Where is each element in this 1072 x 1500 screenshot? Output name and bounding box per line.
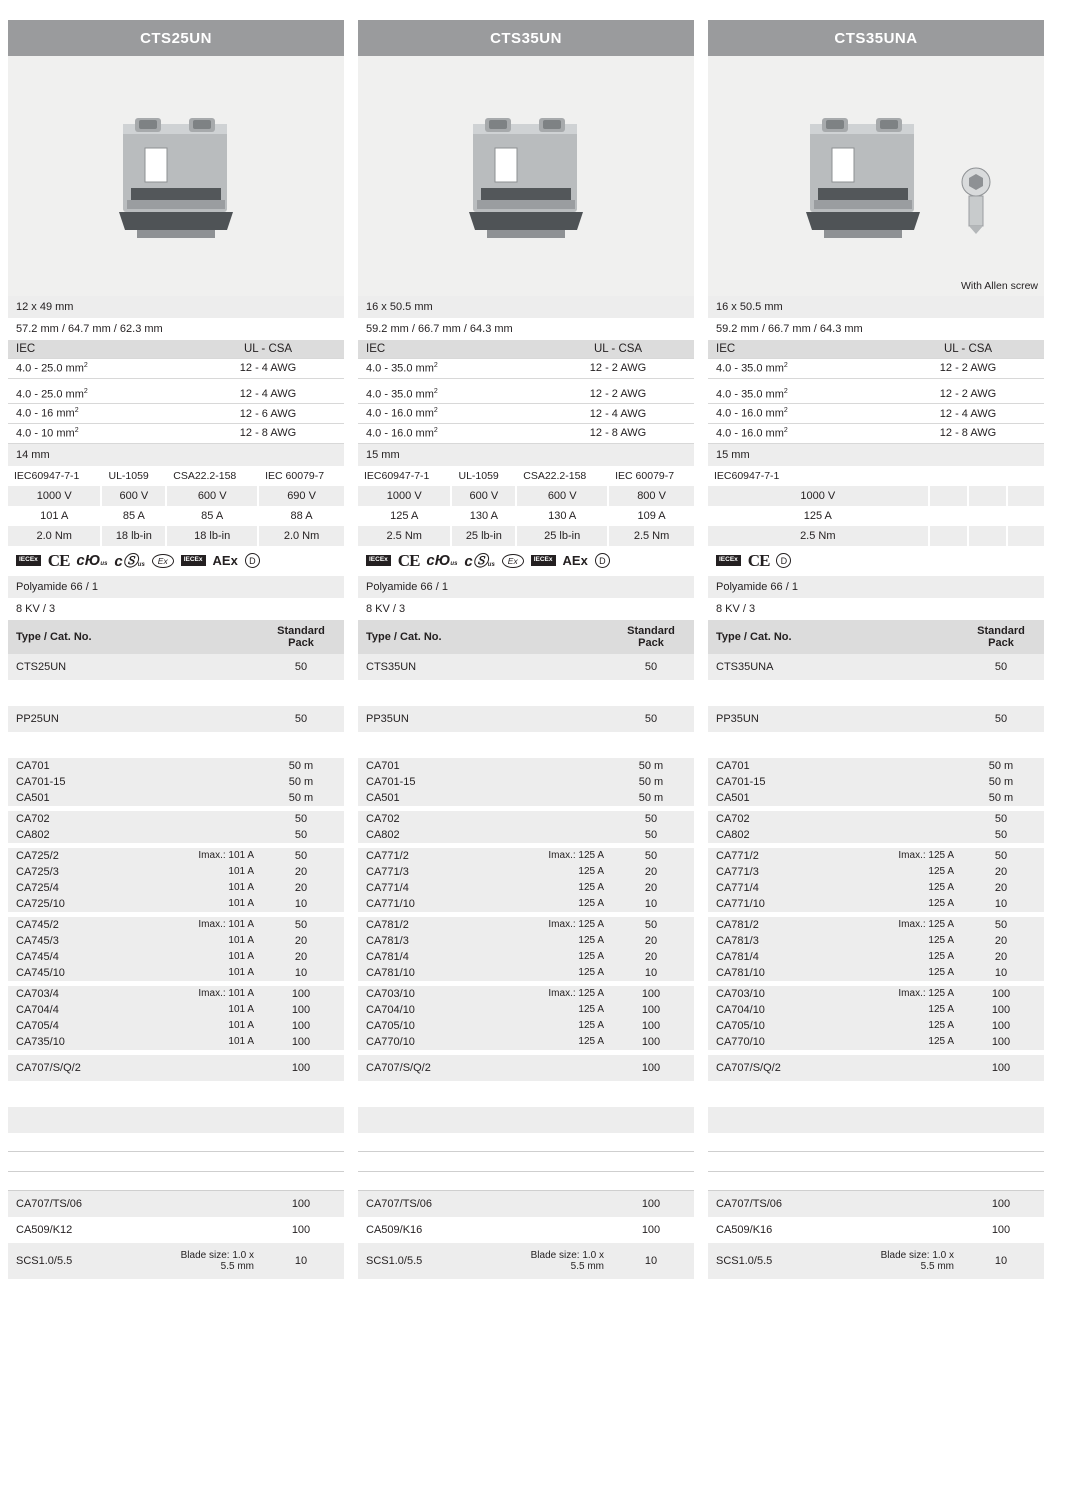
wire-header-iec: IEC xyxy=(358,340,542,359)
voltage-3: 690 V xyxy=(258,486,344,506)
cat-no: PP35UN xyxy=(708,706,862,732)
wire-iec-1: 4.0 - 35.0 $mm^2$ xyxy=(358,385,542,404)
torque-0: 2.5 Nm xyxy=(358,526,451,546)
cat-no: CA509/K16 xyxy=(708,1217,862,1243)
wire-iec-2: 4.0 - 16.0 $mm^2$ xyxy=(708,404,892,424)
blade-note: Blade size: 1.0 x 5.5 mm xyxy=(162,1243,258,1279)
material: Polyamide 66 / 1 xyxy=(8,576,344,598)
cat-no: CA707/TS/06 xyxy=(708,1191,862,1218)
torque-2: 18 lb-in xyxy=(166,526,258,546)
cat-no: CTS35UN xyxy=(358,654,512,680)
cat-no: CA509/K12 xyxy=(8,1217,162,1243)
torque-0: 2.5 Nm xyxy=(708,526,929,546)
wire-ul-1: 12 - 2 AWG xyxy=(542,385,694,404)
cat-header-pack: Standard Pack xyxy=(958,620,1044,654)
ex-icon: Ex xyxy=(152,554,174,568)
cat-no: PP35UN xyxy=(358,706,512,732)
cat-no: CA745/2 xyxy=(8,917,162,933)
catalog-table: Type / Cat. No. Standard Pack CTS35UN 50 PP35UN 50 CA701 50 m CA701-15 50 m CA501 50 m CA702 50 CA802 50 CA771/2 Imax.: 125 A 50 CA771/3 125 A 20 CA771/4 125 A 20 CA771/10 125 A 10 CA781/2 Imax.: 125 A 50 CA781/3 125 A 20 CA781/4 125 A 20 CA781/10 125 A 10 CA703/10 Imax.: 125 A 100 CA704/10 125 A 100 CA705/10 125 A 100 CA770/10 125 A 100 CA707/S/Q/2 100 CA707/TS/06 100 CA509/K16 100 SCS1.0/5.5 Blade size: 1.0 x 5.5 mm 10 xyxy=(358,620,694,1280)
d-icon: D xyxy=(245,553,260,568)
cat-no: CA707/S/Q/2 xyxy=(358,1055,512,1081)
torque-2: 25 lb-in xyxy=(516,526,608,546)
cat-no: CA781/10 xyxy=(358,965,512,981)
cat-header-type: Type / Cat. No. xyxy=(708,620,958,654)
terminal-block-icon xyxy=(451,96,601,256)
heights: 57.2 mm / 64.7 mm / 62.3 mm xyxy=(8,318,344,340)
column-title: CTS35UNA xyxy=(708,20,1044,56)
current-2: 130 A xyxy=(516,506,608,526)
standard-3 xyxy=(1007,466,1044,486)
dimensions: 16 x 50.5 mm xyxy=(358,296,694,318)
voltage-2: 600 V xyxy=(516,486,608,506)
wire-range-table xyxy=(708,340,1044,444)
cat-pack: 50 xyxy=(258,706,344,732)
current-0: 101 A xyxy=(8,506,101,526)
cat-no: CA701 xyxy=(8,758,162,774)
certification-row xyxy=(358,546,694,576)
cat-no: CA509/K16 xyxy=(358,1217,512,1243)
ex-icon: Ex xyxy=(502,554,524,568)
wire-iec-3: 4.0 - 16.0 $mm^2$ xyxy=(708,423,892,443)
torque-1: 18 lb-in xyxy=(101,526,166,546)
iecex2-badge-icon: IECEx xyxy=(531,555,556,566)
standard-3: IEC 60079-7 xyxy=(608,466,694,486)
ce-icon: CE xyxy=(397,550,420,570)
strip-length: 15 mm xyxy=(708,444,1044,466)
standard-2: CSA22.2-158 xyxy=(166,466,258,486)
catalog-table: Type / Cat. No. Standard Pack CTS35UNA 50 PP35UN 50 CA701 50 m CA701-15 50 m CA501 50 m CA702 50 CA802 50 CA771/2 Imax.: 125 A 50 CA771/3 125 A 20 CA771/4 125 A 20 CA771/10 125 A 10 CA781/2 Imax.: 125 A 50 CA781/3 125 A 20 CA781/4 125 A 20 CA781/10 125 A 10 CA703/10 Imax.: 125 A 100 CA704/10 125 A 100 CA705/10 125 A 100 CA770/10 125 A 100 CA707/S/Q/2 100 CA707/TS/06 100 CA509/K16 100 SCS1.0/5.5 Blade size: 1.0 x 5.5 mm 10 xyxy=(708,620,1044,1280)
certification-row xyxy=(708,546,1044,576)
torque-0: 2.0 Nm xyxy=(8,526,101,546)
certification-row xyxy=(8,546,344,576)
current-2 xyxy=(968,506,1007,526)
cat-no: CA704/10 xyxy=(708,1002,862,1018)
csa-icon: cⓈus xyxy=(464,553,495,571)
strip-length: 15 mm xyxy=(358,444,694,466)
cat-no: CA705/4 xyxy=(8,1018,162,1034)
voltage-1: 600 V xyxy=(451,486,516,506)
wire-ul-2: 12 - 4 AWG xyxy=(892,404,1044,424)
d-icon: D xyxy=(776,553,791,568)
product-column-cts35una xyxy=(708,20,1044,1279)
terminal-block-icon xyxy=(788,96,938,256)
cat-no: CA707/TS/06 xyxy=(358,1191,512,1218)
cat-no: CA781/2 xyxy=(708,917,862,933)
cat-no: CA771/4 xyxy=(708,880,862,896)
current-3: 88 A xyxy=(258,506,344,526)
voltage-0: 1000 V xyxy=(8,486,101,506)
cat-no: CA705/10 xyxy=(708,1018,862,1034)
product-column-cts25un xyxy=(8,20,344,1279)
cat-no: CA703/10 xyxy=(708,986,862,1002)
heights: 59.2 mm / 66.7 mm / 64.3 mm xyxy=(708,318,1044,340)
torque-1: 25 lb-in xyxy=(451,526,516,546)
wire-iec-1: 4.0 - 35.0 $mm^2$ xyxy=(708,385,892,404)
cat-no: CA707/S/Q/2 xyxy=(708,1055,862,1081)
cat-no: CA501 xyxy=(708,790,862,806)
wire-range-table xyxy=(358,340,694,444)
cat-no: CA735/10 xyxy=(8,1034,162,1050)
cat-no: SCS1.0/5.5 xyxy=(8,1243,162,1279)
iecex-badge-icon: IECEx xyxy=(16,555,41,566)
iecex-badge-icon: IECEx xyxy=(366,555,391,566)
cat-header-type: Type / Cat. No. xyxy=(358,620,608,654)
torque-3: 2.5 Nm xyxy=(608,526,694,546)
standard-0: IEC60947-7-1 xyxy=(708,466,929,486)
standard-3: IEC 60079-7 xyxy=(258,466,344,486)
cat-no: CA703/10 xyxy=(358,986,512,1002)
cat-no: SCS1.0/5.5 xyxy=(358,1243,512,1279)
wire-ul-3: 12 - 8 AWG xyxy=(542,423,694,443)
cat-no: CA781/3 xyxy=(358,933,512,949)
cat-header-pack: Standard Pack xyxy=(258,620,344,654)
current-2: 85 A xyxy=(166,506,258,526)
cat-no: CA707/TS/06 xyxy=(8,1191,162,1218)
standard-2 xyxy=(968,466,1007,486)
iecex-badge-icon: IECEx xyxy=(716,555,741,566)
blade-note: Blade size: 1.0 x 5.5 mm xyxy=(862,1243,958,1279)
standard-0: IEC60947-7-1 xyxy=(358,466,451,486)
cat-no: CA745/10 xyxy=(8,965,162,981)
column-title: CTS35UN xyxy=(358,20,694,56)
cat-no: CA707/S/Q/2 xyxy=(8,1055,162,1081)
product-image xyxy=(708,56,1044,296)
wire-ul-1: 12 - 2 AWG xyxy=(892,385,1044,404)
cat-no: CA771/2 xyxy=(358,848,512,864)
aex-icon: AEx xyxy=(212,553,238,569)
wire-header-ul: UL - CSA xyxy=(542,340,694,359)
wire-iec-1: 4.0 - 25.0 $mm^2$ xyxy=(8,385,192,404)
voltage-2: 600 V xyxy=(166,486,258,506)
cat-no: CA703/4 xyxy=(8,986,162,1002)
cat-no: CA702 xyxy=(708,811,862,827)
cat-no: CA725/4 xyxy=(8,880,162,896)
wire-header-ul: UL - CSA xyxy=(192,340,344,359)
ce-icon: CE xyxy=(47,550,70,570)
wire-iec-2: 4.0 - 16.0 $mm^2$ xyxy=(358,404,542,424)
cat-no: CA725/3 xyxy=(8,864,162,880)
cat-no: CA701-15 xyxy=(708,774,862,790)
cat-no: CA802 xyxy=(708,827,862,843)
wire-iec-0: 4.0 - 35.0 $mm^2$ xyxy=(358,359,542,379)
cat-no: CA781/4 xyxy=(358,949,512,965)
standard-2: CSA22.2-158 xyxy=(516,466,608,486)
d-icon: D xyxy=(595,553,610,568)
cat-no: CA501 xyxy=(8,790,162,806)
cat-no: CA771/3 xyxy=(358,864,512,880)
cat-no: CA705/10 xyxy=(358,1018,512,1034)
wire-iec-2: 4.0 - 16 $mm^2$ xyxy=(8,404,192,424)
current-1 xyxy=(929,506,968,526)
cat-no: CA771/3 xyxy=(708,864,862,880)
cat-no: CA701 xyxy=(708,758,862,774)
blade-note: Blade size: 1.0 x 5.5 mm xyxy=(512,1243,608,1279)
current-0: 125 A xyxy=(708,506,929,526)
ratings-table xyxy=(358,466,694,546)
wire-header-iec: IEC xyxy=(708,340,892,359)
ce-icon: CE xyxy=(747,550,770,570)
dimensions: 12 x 49 mm xyxy=(8,296,344,318)
cat-no: CA501 xyxy=(358,790,512,806)
column-title: CTS25UN xyxy=(8,20,344,56)
cat-no: CA701-15 xyxy=(8,774,162,790)
wire-ul-3: 12 - 8 AWG xyxy=(892,423,1044,443)
voltage-3: 800 V xyxy=(608,486,694,506)
product-image xyxy=(8,56,344,296)
image-caption: With Allen screw xyxy=(960,280,1038,292)
product-image xyxy=(358,56,694,296)
cat-no: CA745/3 xyxy=(8,933,162,949)
ul-icon: cЮus xyxy=(76,552,108,570)
wire-iec-0: 4.0 - 25.0 $mm^2$ xyxy=(8,359,192,379)
heights: 59.2 mm / 66.7 mm / 64.3 mm xyxy=(358,318,694,340)
wire-iec-3: 4.0 - 16.0 $mm^2$ xyxy=(358,423,542,443)
cat-no: SCS1.0/5.5 xyxy=(708,1243,862,1279)
wire-header-iec: IEC xyxy=(8,340,192,359)
cat-no: CA781/4 xyxy=(708,949,862,965)
torque-3: 2.0 Nm xyxy=(258,526,344,546)
wire-ul-3: 12 - 8 AWG xyxy=(192,423,344,443)
current-0: 125 A xyxy=(358,506,451,526)
voltage-1: 600 V xyxy=(101,486,166,506)
cat-no: CA702 xyxy=(8,811,162,827)
voltage-3 xyxy=(1007,486,1044,506)
voltage-1 xyxy=(929,486,968,506)
wire-ul-0: 12 - 4 AWG xyxy=(192,359,344,379)
ul-icon: cЮus xyxy=(426,552,458,570)
ratings-table xyxy=(708,466,1044,546)
cat-no: CA802 xyxy=(358,827,512,843)
cat-no: CA701 xyxy=(358,758,512,774)
cat-no: CA771/10 xyxy=(358,896,512,912)
standard-1: UL-1059 xyxy=(451,466,516,486)
cat-no: CA781/2 xyxy=(358,917,512,933)
cat-no: CA702 xyxy=(358,811,512,827)
torque-2 xyxy=(968,526,1007,546)
material: Polyamide 66 / 1 xyxy=(708,576,1044,598)
allen-screw-icon xyxy=(956,166,996,236)
wire-ul-0: 12 - 2 AWG xyxy=(542,359,694,379)
cat-pack: 50 xyxy=(258,654,344,680)
current-1: 85 A xyxy=(101,506,166,526)
cat-no: CA725/2 xyxy=(8,848,162,864)
cat-header-pack: Standard Pack xyxy=(608,620,694,654)
csa-icon: cⓈus xyxy=(114,553,145,571)
cat-no: PP25UN xyxy=(8,706,162,732)
wire-iec-3: 4.0 - 10 $mm^2$ xyxy=(8,423,192,443)
wire-ul-2: 12 - 6 AWG xyxy=(192,404,344,424)
ratings-table xyxy=(8,466,344,546)
material: Polyamide 66 / 1 xyxy=(358,576,694,598)
current-3: 109 A xyxy=(608,506,694,526)
standard-1 xyxy=(929,466,968,486)
cat-no: CA704/4 xyxy=(8,1002,162,1018)
iecex2-badge-icon: IECEx xyxy=(181,555,206,566)
voltage-0: 1000 V xyxy=(708,486,929,506)
wire-ul-1: 12 - 4 AWG xyxy=(192,385,344,404)
wire-iec-0: 4.0 - 35.0 $mm^2$ xyxy=(708,359,892,379)
cat-no: CA771/2 xyxy=(708,848,862,864)
cat-no: CA802 xyxy=(8,827,162,843)
voltage-0: 1000 V xyxy=(358,486,451,506)
current-3 xyxy=(1007,506,1044,526)
cat-no: CA770/10 xyxy=(708,1034,862,1050)
cat-no: CTS25UN xyxy=(8,654,162,680)
catalog-table: Type / Cat. No. Standard Pack CTS25UN 50 PP25UN 50 CA701 50 m CA701-15 50 m CA501 50 m CA702 50 CA802 50 CA725/2 Imax.: 101 A 50 CA725/3 101 A 20 CA725/4 101 A 20 CA725/10 101 A 10 CA745/2 Imax.: 101 A 50 CA745/3 101 A 20 CA745/4 101 A 20 CA745/10 101 A 10 CA703/4 Imax.: 101 A 100 CA704/4 101 A 100 CA705/4 101 A 100 CA735/10 101 A 100 CA707/S/Q/2 100 CA707/TS/06 100 CA509/K12 100 SCS1.0/5.5 Blade size: 1.0 x 5.5 mm 10 xyxy=(8,620,344,1280)
standard-0: IEC60947-7-1 xyxy=(8,466,101,486)
cat-no: CA725/10 xyxy=(8,896,162,912)
impulse-rating: 8 KV / 3 xyxy=(708,598,1044,620)
cat-no: CA781/10 xyxy=(708,965,862,981)
cat-no: CA701-15 xyxy=(358,774,512,790)
wire-ul-0: 12 - 2 AWG xyxy=(892,359,1044,379)
cat-no: CA781/3 xyxy=(708,933,862,949)
impulse-rating: 8 KV / 3 xyxy=(358,598,694,620)
standard-1: UL-1059 xyxy=(101,466,166,486)
cat-header-type: Type / Cat. No. xyxy=(8,620,258,654)
cat-no: CA771/10 xyxy=(708,896,862,912)
torque-1 xyxy=(929,526,968,546)
product-column-cts35un xyxy=(358,20,694,1279)
impulse-rating: 8 KV / 3 xyxy=(8,598,344,620)
wire-range-table xyxy=(8,340,344,444)
cat-no: CA771/4 xyxy=(358,880,512,896)
cat-no: CA770/10 xyxy=(358,1034,512,1050)
wire-header-ul: UL - CSA xyxy=(892,340,1044,359)
aex-icon: AEx xyxy=(562,553,588,569)
cat-no: CTS35UNA xyxy=(708,654,862,680)
wire-ul-2: 12 - 4 AWG xyxy=(542,404,694,424)
cat-no: CA745/4 xyxy=(8,949,162,965)
cat-no: CA704/10 xyxy=(358,1002,512,1018)
dimensions: 16 x 50.5 mm xyxy=(708,296,1044,318)
current-1: 130 A xyxy=(451,506,516,526)
terminal-block-icon xyxy=(101,96,251,256)
strip-length: 14 mm xyxy=(8,444,344,466)
voltage-2 xyxy=(968,486,1007,506)
torque-3 xyxy=(1007,526,1044,546)
